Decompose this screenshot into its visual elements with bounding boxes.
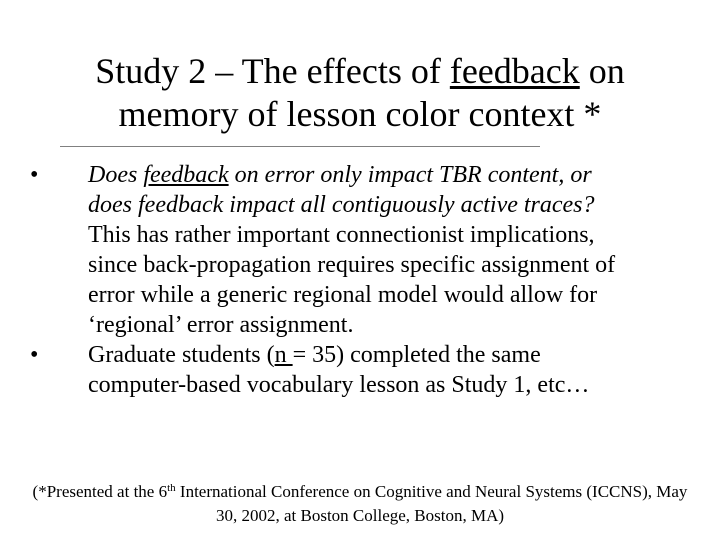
footnote-superscript: th	[167, 482, 176, 494]
bullet-1-text: This has rather important connectionist implications, since back-propagation requires specific assignment of error while a generic regional model would allow for ‘regional’ error assignment.	[88, 222, 616, 338]
footnote-pre: (*Presented at the 6	[32, 482, 168, 501]
bullet-list	[30, 160, 640, 400]
bullet-2-underlined: n	[274, 342, 293, 368]
bullet-1-italic-underlined: feedback	[143, 162, 229, 188]
title-text-2: on memory of lesson color context *	[118, 51, 625, 134]
bullet-2-post: = 35) completed the same computer-based vocabulary lesson as Study 1, etc…	[88, 342, 590, 398]
footnote-post: International Conference on Cognitive and Neural Systems (ICCNS), May 30, 2002, at Boston College, Boston, MA)	[175, 482, 688, 525]
bullet-2-pre: Graduate students (	[88, 342, 275, 368]
title-underlined-word: feedback	[449, 51, 580, 91]
bullet-1-italic-pre: Does	[88, 162, 144, 188]
bullet-marker: •	[30, 162, 39, 188]
bullet-1-italic-post: on error only impact TBR content, or does feedback impact all contiguously active traces?	[88, 162, 595, 218]
slide-title	[40, 50, 680, 136]
footnote	[20, 480, 700, 528]
bullet-item-1	[30, 160, 640, 340]
bullet-marker: •	[30, 342, 39, 368]
title-divider	[60, 146, 540, 147]
title-text-1: Study 2 – The effects of	[95, 51, 450, 91]
bullet-item-2	[30, 340, 640, 400]
